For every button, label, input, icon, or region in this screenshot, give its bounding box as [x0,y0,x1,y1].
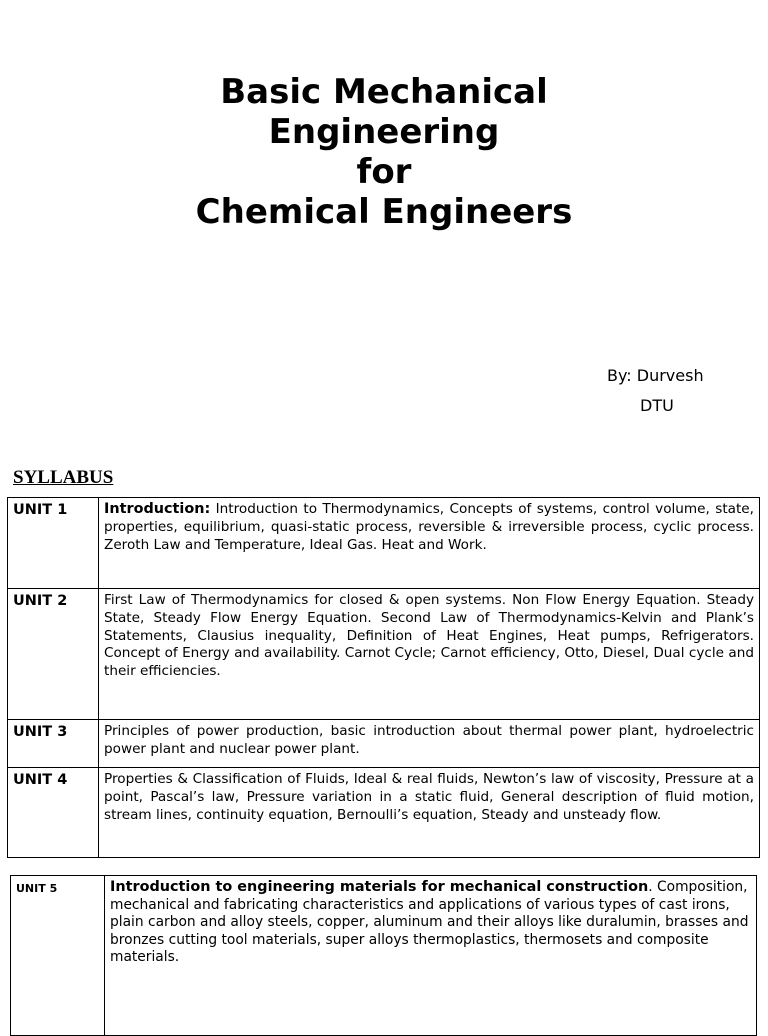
unit-name: UNIT 3 [8,720,99,768]
table-row [8,720,760,768]
unit-description: Principles of power production, basic introduction about thermal power plant, hydroelectric power plant and nuclear power plant. [99,720,760,768]
author-institution: DTU [640,396,674,415]
unit-name: UNIT 4 [8,768,99,858]
syllabus-table-continued [10,875,757,1036]
author-name: By: Durvesh [607,366,704,385]
table-row [8,498,760,589]
unit-text: . Composition, mechanical and fabricating characteristics and applications of various types of cast irons, plain carbon and alloy steels, copper, aluminum and their alloys like duralumin, brasses and bronzes cutting tool materials, super alloys thermoplastics, thermosets and composite materials. [110,879,749,965]
document-title [0,72,768,232]
title-line-4: Chemical Engineers [195,192,573,232]
title-line-2: Engineering [268,112,500,152]
unit-lead: Introduction: [104,501,211,517]
unit-description: First Law of Thermodynamics for closed & open systems. Non Flow Energy Equation. Steady State, Steady Flow Energy Equation. Second Law of Thermodynamics-Kelvin and Plank’s Statements, Clausius inequality, Definition of Heat Engines, Heat pumps, Refrigerators. Concept of Energy and availability. Carnot Cycle; Carnot efficiency, Otto, Diesel, Dual cycle and their efficiencies. [99,589,760,720]
title-line-1: Basic Mechanical [220,72,548,112]
unit-description: Properties & Classification of Fluids, Ideal & real fluids, Newton’s law of viscosity, Pressure at a point, Pascal’s law, Pressure variation in a static fluid, General description of fluid motion, stream lines, continuity equation, Bernoulli’s equation, Steady and unsteady flow. [99,768,760,858]
syllabus-table [7,497,760,858]
unit-description [105,876,757,1036]
syllabus-heading: SYLLABUS [13,467,114,488]
table-row [8,589,760,720]
unit-name: UNIT 2 [8,589,99,720]
unit-text: Introduction to Thermodynamics, Concepts of systems, control volume, state, properties, equilibrium, quasi-static process, reversible & irreversible process, cyclic process. Zeroth Law and Temperature, Ideal Gas. Heat and Work. [104,501,754,553]
title-line-3: for [356,152,412,192]
table-row [11,876,757,1036]
table-row [8,768,760,858]
unit-lead: Introduction to engineering materials for mechanical construction [110,879,649,895]
unit-name: UNIT 5 [11,876,105,1036]
unit-description [99,498,760,589]
unit-name: UNIT 1 [8,498,99,589]
